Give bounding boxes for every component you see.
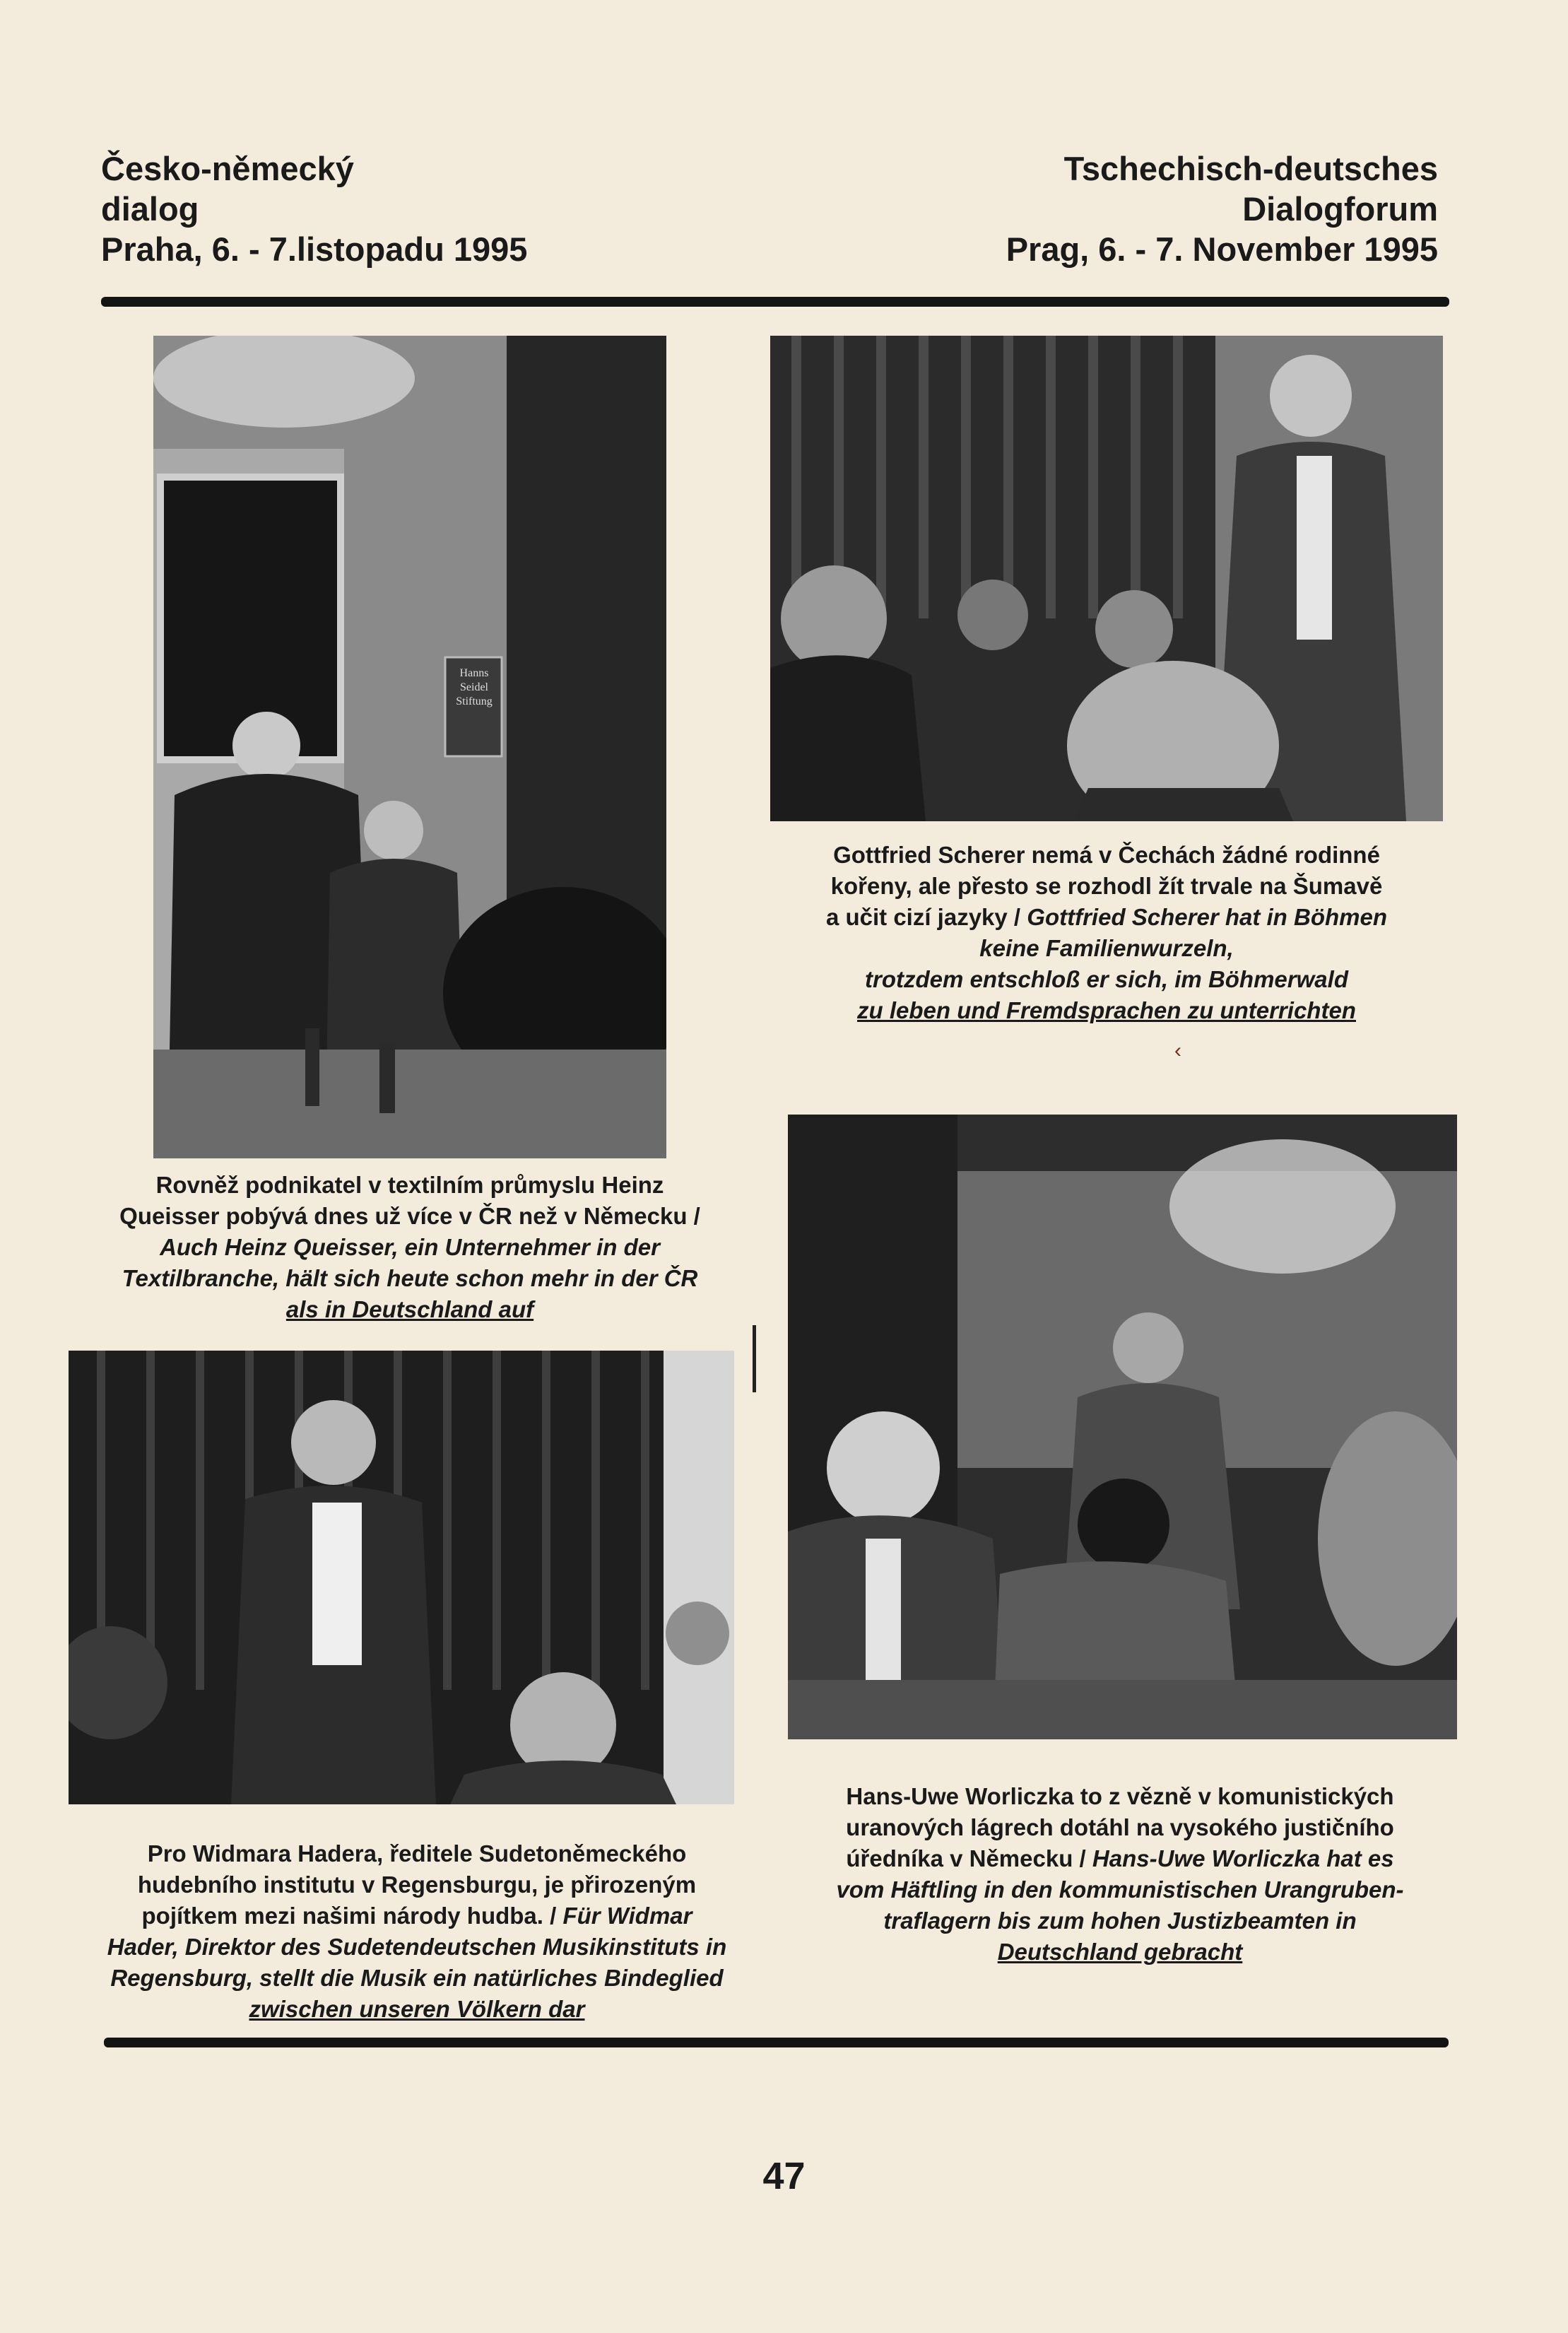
caption-2-de-line2: keine Familienwurzeln, (979, 935, 1234, 961)
caption-3-cz-line1: Pro Widmara Hadera, ředitele Sudetoněmeckého (147, 1840, 687, 1867)
photo-hans-uwe-worliczka (788, 1115, 1457, 1739)
header-czech-line2: dialog (101, 190, 199, 228)
caption-2-cz-line1: Gottfried Scherer nemá v Čechách žádné rodinné (833, 842, 1380, 868)
caption-1-de-line2: Textilbranche, hält sich heute schon mehr in der ČR (122, 1265, 698, 1291)
caption-3-cz-line3: pojítkem mezi našimi národy hudba. / (141, 1903, 557, 1929)
header-german-line3: Prag, 6. - 7. November 1995 (1006, 230, 1438, 268)
caption-3-de-line1: Für Widmar (562, 1903, 692, 1929)
photo-widmar-hader (69, 1351, 734, 1804)
stray-mark: ‹ (1174, 1039, 1181, 1062)
caption-2-de-line4: zu leben und Fremdsprachen zu unterrichten (857, 997, 1356, 1023)
caption-4-de-line2: vom Häftling in den kommunistischen Urangruben- (836, 1876, 1404, 1903)
caption-4-cz-line3: úředníka v Německu / (846, 1845, 1086, 1871)
caption-3-de-line4: zwischen unseren Völkern dar (249, 1996, 585, 2022)
caption-hans-uwe-worliczka (767, 1781, 1473, 1968)
header-czech (101, 148, 527, 269)
header-german (1006, 148, 1438, 269)
caption-2-cz-line3: a učit cizí jazyky / (825, 904, 1021, 930)
header-czech-line1: Česko-německý (101, 150, 354, 187)
top-divider (101, 297, 1449, 307)
header-czech-line3: Praha, 6. - 7.listopadu 1995 (101, 230, 528, 268)
caption-2-de-line3: trotzdem entschloß er sich, im Böhmerwald (865, 966, 1348, 992)
caption-3-de-line2: Hader, Direktor des Sudetendeutschen Musikinstituts in (107, 1934, 727, 1960)
photo-gottfried-scherer (770, 336, 1443, 821)
caption-4-de-line4: Deutschland gebracht (997, 1939, 1243, 1965)
photo-widmar-hader-illustration (69, 1351, 734, 1804)
caption-1-cz-line1: Rovněž podnikatel v textilním průmyslu Heinz (155, 1172, 664, 1198)
caption-1-de-line1: Auch Heinz Queisser, ein Unternehmer in der (160, 1234, 660, 1260)
vertical-mark (753, 1325, 756, 1392)
header-german-line1: Tschechisch-deutsches (1063, 150, 1438, 187)
caption-4-de-line1: Hans-Uwe Worliczka hat es (1092, 1845, 1394, 1871)
photo-heinz-queisser-illustration (153, 336, 666, 1158)
photo-heinz-queisser (153, 336, 666, 1158)
caption-4-cz-line1: Hans-Uwe Worliczka to z vězně v komunistických (846, 1783, 1394, 1809)
caption-gottfried-scherer (770, 840, 1443, 1026)
photo-gottfried-scherer-illustration (770, 336, 1443, 821)
page-number: 47 (762, 2155, 806, 2197)
bottom-divider (104, 2038, 1449, 2047)
header-german-line2: Dialogforum (1242, 190, 1438, 228)
caption-4-de-line3: traflagern bis zum hohen Justizbeamten in (883, 1908, 1357, 1934)
caption-1-de-line3: als in Deutschland auf (285, 1296, 534, 1322)
caption-3-cz-line2: hudebního institutu v Regensburgu, je přirozeným (137, 1871, 697, 1898)
caption-2-cz-line2: kořeny, ale přesto se rozhodl žít trvale na Šumavě (830, 873, 1383, 899)
banner-sign: Hanns Seidel Stiftung (456, 667, 493, 707)
caption-2-de-line1: Gottfried Scherer hat in Böhmen (1027, 904, 1388, 930)
caption-widmar-hader (85, 1838, 749, 2025)
photo-hans-uwe-worliczka-illustration (788, 1115, 1457, 1739)
caption-heinz-queisser (92, 1170, 728, 1325)
caption-3-de-line3: Regensburg, stellt die Musik ein natürliches Bindeglied (110, 1965, 724, 1991)
caption-1-cz-line2: Queisser pobývá dnes už více v ČR než v Německu / (119, 1203, 700, 1229)
caption-4-cz-line2: uranových lágrech dotáhl na vysokého justičního (846, 1814, 1394, 1840)
